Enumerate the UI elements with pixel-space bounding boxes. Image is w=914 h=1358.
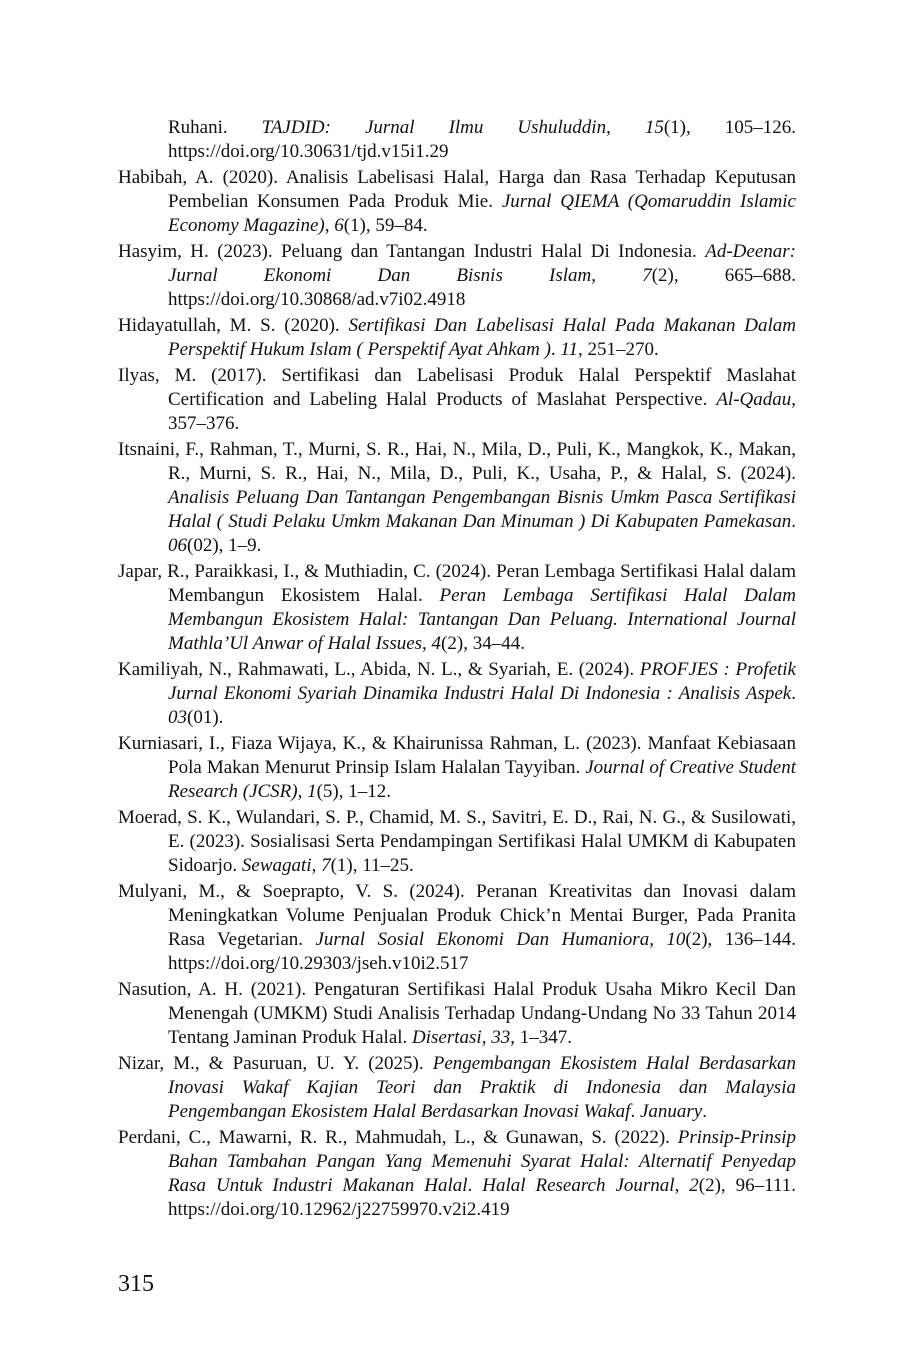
reference-entry [118,658,796,730]
reference-text: . [791,683,796,704]
page-number: 315 [118,1271,154,1297]
reference-italic-text: 15 [644,117,664,138]
reference-text: (1), 59–84. [343,215,428,236]
reference-text: Ruhani. [168,117,262,138]
reference-italic-text: PROFJES : Profetik Jurnal Ekonomi Syariah Dinamika Industri Halal Di Indonesia : Analisis Aspek [168,659,796,704]
reference-text: . [630,1101,640,1122]
reference-italic-text: January [639,1101,703,1122]
reference-text: (2), 96–111. https://doi.org/10.12962/j22759970.v2i2.419 [168,1175,796,1220]
reference-italic-text: Ad-Deenar: Jurnal Ekonomi Dan Bisnis Islam [168,241,796,286]
reference-italic-text: Peran Lembaga Sertifikasi Halal Dalam Membangun Ekosistem Halal: Tantangan Dan Peluang. International Journal Mathla’Ul Anwar of Halal Issues [168,585,796,654]
reference-italic-text: 11 [560,339,578,360]
reference-text: Nizar, M., & Pasuruan, U. Y. (2025). [118,1053,433,1074]
reference-text: Hasyim, H. (2023). Peluang dan Tantangan Industri Halal Di Indonesia. [118,241,706,262]
reference-text: , [297,781,308,802]
reference-entry [118,560,796,656]
reference-text: , [674,1175,690,1196]
reference-italic-text: 7 [642,265,652,286]
reference-entry [118,240,796,312]
reference-text: , 251–270. [578,339,659,360]
reference-text: Hidayatullah, M. S. (2020). [118,315,349,336]
reference-text: (2), 136–144. https://doi.org/10.29303/jseh.v10i2.517 [168,929,797,974]
reference-text: , 357–376. [168,389,796,434]
reference-text: Perdani, C., Mawarni, R. R., Mahmudah, L., & Gunawan, S. (2022). [118,1127,678,1148]
reference-italic-text: Sertifikasi Dan Labelisasi Halal Pada Makanan Dalam Perspektif Hukum Islam ( Perspektif Ayat Ahkam ) [168,315,796,360]
reference-entry [118,880,796,976]
reference-entry [118,116,796,164]
reference-italic-text: Journal of Creative Student Research (JCSR) [168,757,796,802]
reference-italic-text: TAJDID: Jurnal Ilmu Ushuluddin [261,117,607,138]
reference-text: , 1–347. [510,1027,572,1048]
reference-text: Japar, R., Paraikkasi, I., & Muthiadin, C. (2024). Peran Lembaga Sertifikasi Halal dalam Membangun Ekosistem Halal. [118,561,796,606]
reference-text: , [591,265,643,286]
reference-text: Kurniasari, I., Fiaza Wijaya, K., & Khairunissa Rahman, L. (2023). Manfaat Kebiasaan Pola Makan Menurut Prinsip Islam Halalan Tayyiban. [118,733,796,778]
reference-entry [118,732,796,804]
reference-text: , [481,1027,492,1048]
reference-text: , [649,929,667,950]
reference-italic-text: 06 [168,535,187,556]
reference-italic-text: 1 [307,781,317,802]
reference-text: , [422,633,432,654]
reference-text: . [550,339,561,360]
reference-text: (1), 105–126. https://doi.org/10.30631/tjd.v15i1.29 [168,117,797,162]
reference-italic-text: 4 [431,633,442,654]
reference-text: (01). [187,707,224,728]
reference-text: Itsnaini, F., Rahman, T., Murni, S. R., Hai, N., Mila, D., Puli, K., Mangkok, K., Makan, R., Murni, S. R., Hai, N., Mila, D., Puli, K., Usaha, P., & Halal, S. (2024). [118,439,796,484]
reference-italic-text: 33 [491,1027,511,1048]
reference-italic-text: 10 [666,929,686,950]
reference-italic-text: 7 [321,855,331,876]
reference-italic-text: 03 [168,707,187,728]
reference-text: Nasution, A. H. (2021). Pengaturan Sertifikasi Halal Produk Usaha Mikro Kecil Dan Menengah (UMKM) Studi Analisis Terhadap Undang-Undang No 33 Tahun 2014 Tentang Jaminan Produk Halal. [118,979,796,1048]
reference-text: . [791,511,796,532]
reference-entry [118,806,796,878]
reference-entry [118,438,796,558]
reference-text: (2), 665–688. https://doi.org/10.30868/ad.v7i02.4918 [168,265,797,310]
reference-entry [118,978,796,1050]
reference-text: (2), 34–44. [441,633,525,654]
reference-italic-text: Analisis Peluang Dan Tantangan Pengembangan Bisnis Umkm Pasca Sertifikasi Halal ( Studi Pelaku Umkm Makanan Dan Minuman ) Di Kabupaten Pamekasan [168,487,796,532]
reference-italic-text: Disertasi [412,1027,482,1048]
reference-italic-text: 6 [334,215,344,236]
reference-text: , [606,117,645,138]
reference-italic-text: Al-Qadau [716,389,792,410]
reference-entry [118,314,796,362]
reference-text: Moerad, S. K., Wulandari, S. P., Chamid, M. S., Savitri, E. D., Rai, N. G., & Susilowati, E. (2023). Sosialisasi Serta Pendampingan Sertifikasi Halal UMKM di Kabupaten Sidoarjo. [118,807,796,876]
reference-italic-text: Halal Research Journal [482,1175,675,1196]
reference-list [118,116,796,1224]
reference-entry [118,166,796,238]
reference-text: (1), 11–25. [330,855,414,876]
reference-text: Mulyani, M., & Soeprapto, V. S. (2024). Peranan Kreativitas dan Inovasi dalam Meningkatkan Volume Penjualan Produk Chick’n Mentai Burger, Pada Pranita Rasa Vegetarian. [118,881,796,950]
reference-text: . [702,1101,707,1122]
reference-text: . [467,1175,483,1196]
reference-text: (5), 1–12. [316,781,392,802]
reference-text: Ilyas, M. (2017). Sertifikasi dan Labelisasi Produk Halal Perspektif Maslahat Certification and Labeling Halal Products of Maslahat Perspective. [118,365,796,410]
reference-text: , [311,855,322,876]
reference-entry [118,1126,796,1222]
reference-text: (02), 1–9. [187,535,262,556]
reference-italic-text: Sewagati [241,855,312,876]
reference-italic-text: Prinsip-Prinsip Bahan Tambahan Pangan Yang Memenuhi Syarat Halal: Alternatif Penyedap Rasa Untuk Industri Makanan Halal [168,1127,796,1196]
reference-entry [118,364,796,436]
reference-text: Kamiliyah, N., Rahmawati, L., Abida, N. L., & Syariah, E. (2024). [118,659,640,680]
reference-text: Habibah, A. (2020). Analisis Labelisasi Halal, Harga dan Rasa Terhadap Keputusan Pembelian Konsumen Pada Produk Mie. [118,167,796,212]
reference-italic-text: 2 [689,1175,699,1196]
reference-italic-text: Jurnal QIEMA (Qomaruddin Islamic Economy Magazine) [168,191,796,236]
reference-entry [118,1052,796,1124]
reference-text: , [324,215,335,236]
reference-italic-text: Jurnal Sosial Ekonomi Dan Humaniora [315,929,650,950]
reference-italic-text: Pengembangan Ekosistem Halal Berdasarkan Inovasi Wakaf Kajian Teori dan Praktik di Indonesia dan Malaysia Pengembangan Ekosistem Halal Berdasarkan Inovasi Wakaf [168,1053,797,1122]
